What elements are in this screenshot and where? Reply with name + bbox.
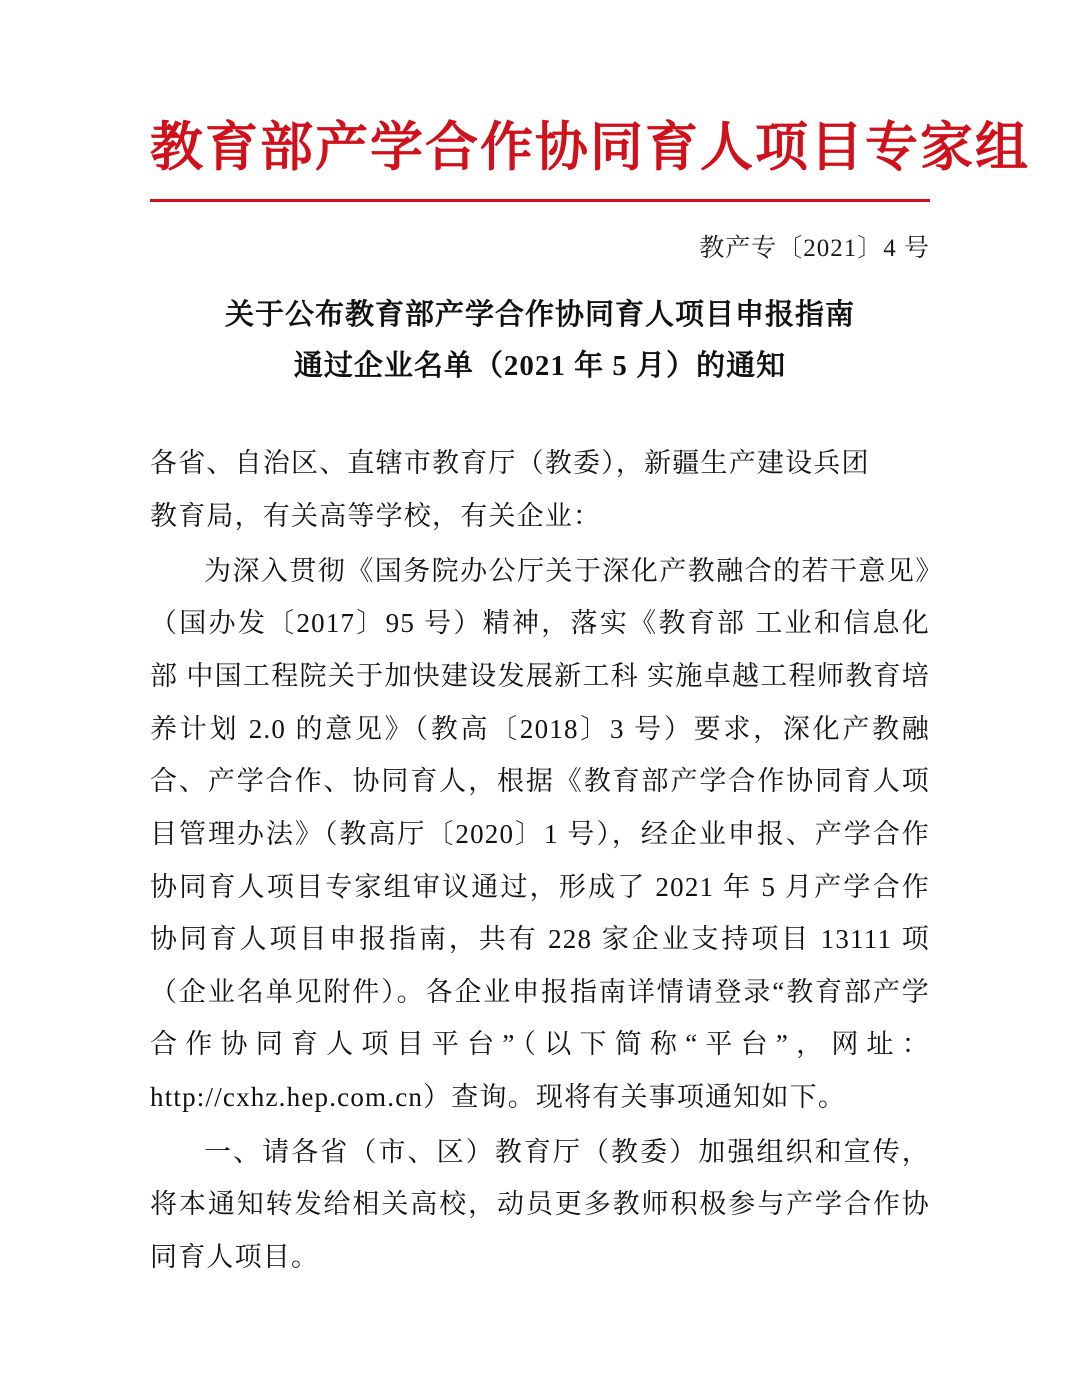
page-title [150,290,930,392]
salutation-line-1: 各省、自治区、直辖市教育厅（教委），新疆生产建设兵团 [150,448,870,479]
document-number: 教产专〔2021〕4 号 [699,234,930,262]
page-title-line-2: 通过企业名单（2021 年 5 月）的通知 [293,349,787,382]
body-paragraph-2: 一、请各省（市、区）教育厅（教委）加强组织和宣传，将本通知转发给相关高校，动员更多教师积极参与产学合作协同育人项目。 [150,1136,930,1273]
masthead [150,0,1030,202]
masthead-divider [150,199,930,202]
page-title-line-1: 关于公布教育部产学合作协同育人项目申报指南 [224,298,855,331]
salutation-line-2: 教育局，有关高等学校，有关企业： [150,501,602,532]
body-paragraph-1: 为深入贯彻《国务院办公厅关于深化产教融合的若干意见》（国办发〔2017〕95 号）精神，落实《教育部 工业和信息化部 中国工程院关于加快建设发展新工科 实施卓越工程师教育培养计划 2.0 的意见》（教高〔2018〕3 号）要求，深化产教融合、产学合作、协同育人，根据《教育部产学合作协同育人项目管理办法》（教高厅〔2020〕1 号），经企业申报、产学合作协同育人项目专家组审议通过，形成了 2021 年 5 月产学合作协同育人项目申报指南，共有 228 家企业支持项目 13111 项（企业名单见附件）。各企业申报指南详情请登录“教育部产学合作协同育人项目平台”（以下简称“平台”，网址：http://cxhz.hep.com.cn）查询。现将有关事项通知如下。 [150,555,930,1113]
document-body [150,437,930,1283]
masthead-title: 教育部产学合作协同育人项目专家组 [150,119,1030,177]
salutation [150,437,930,542]
